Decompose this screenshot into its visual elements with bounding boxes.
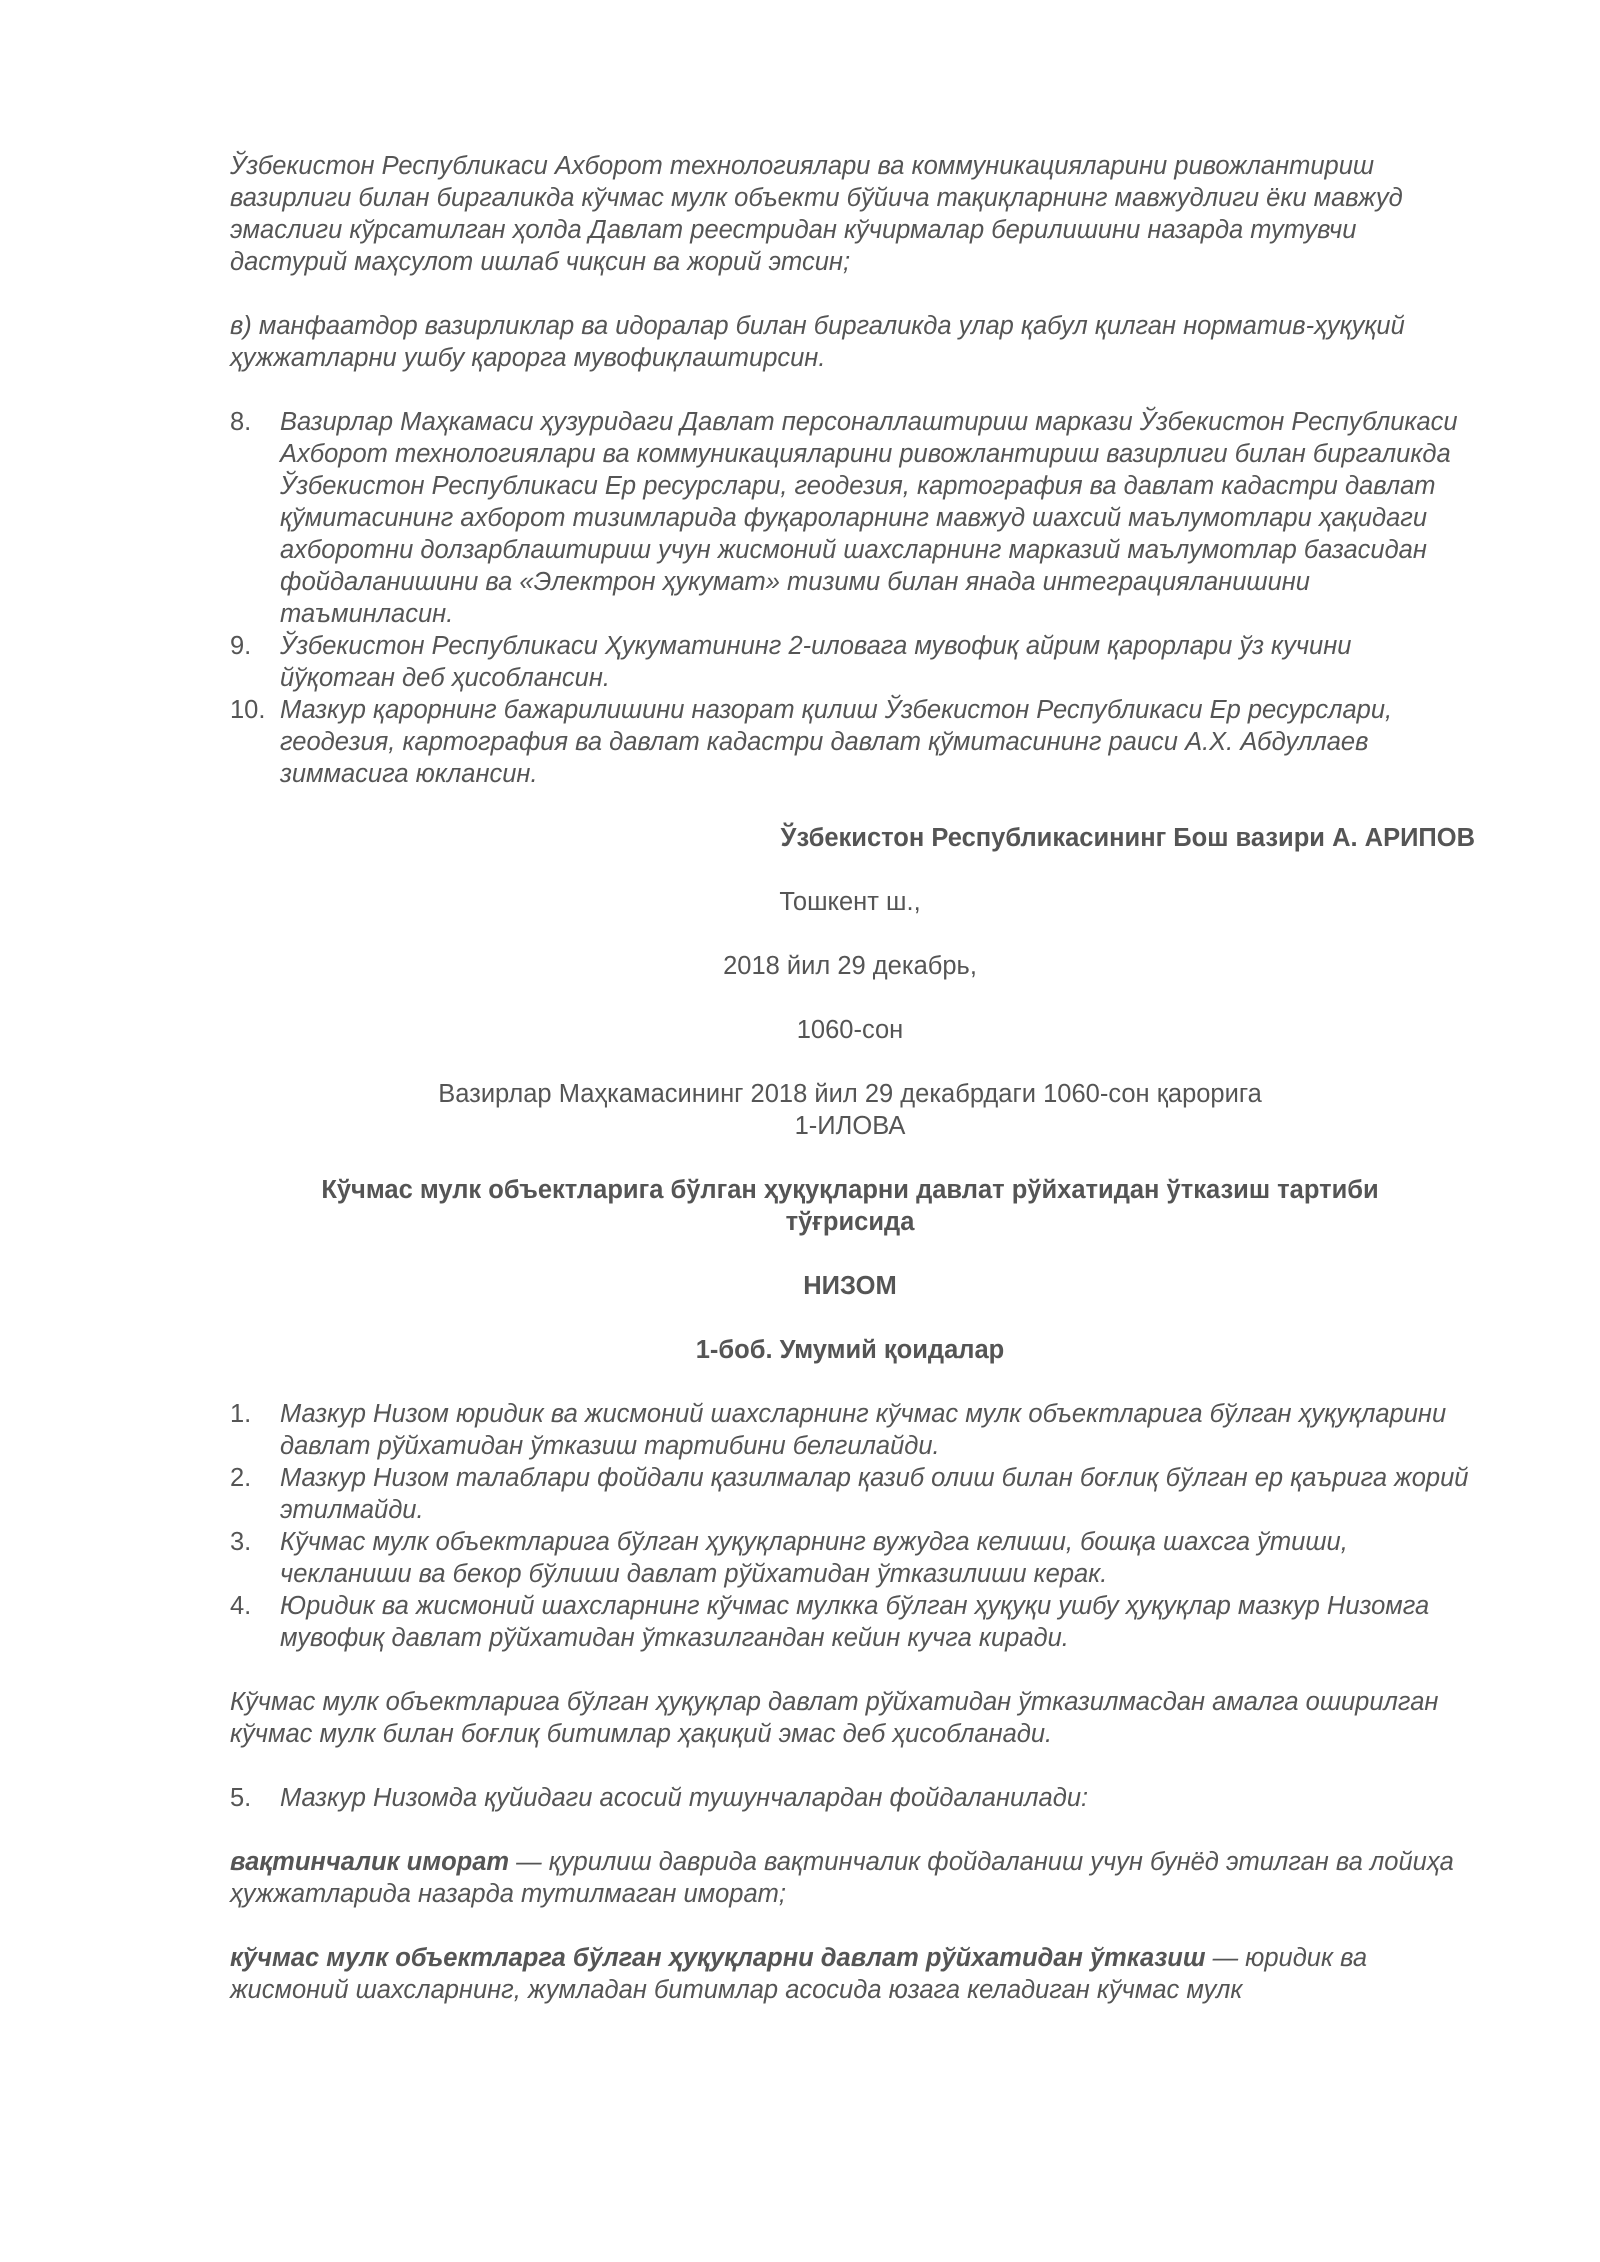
list-text: Мазкур Низом юридик ва жисмоний шахсларнинг кўчмас мулк объектларига бўлган ҳуқуқларини давлат рўйхатидан ўтказиш тартибини белгилайди. <box>280 1400 1447 1460</box>
list-item <box>230 1590 1470 1654</box>
list-text: Мазкур Низом талаблари фойдали қазилмалар қазиб олиш билан боғлиқ бўлган ер қаърига жорий этилмайди. <box>280 1464 1469 1524</box>
list-text: Мазкур Низомда қуйидаги асосий тушунчалардан фойдаланилади: <box>280 1784 1089 1812</box>
list-number: 2. <box>230 1464 252 1492</box>
definition-temporary-building <box>230 1846 1470 1910</box>
annex-label: 1-ИЛОВА <box>794 1112 906 1140</box>
document-title: Кўчмас мулк объектларига бўлган ҳуқуқларни давлат рўйхатидан ўтказиш тартиби тўғрисида <box>321 1176 1379 1236</box>
annex-reference: Вазирлар Маҳкамасининг 2018 йил 29 декабрдаги 1060-сон қарорига <box>438 1080 1262 1108</box>
definition-registration <box>230 1942 1470 2006</box>
paragraph-void-deals: Кўчмас мулк объектларига бўлган ҳуқуқлар давлат рўйхатидан ўтказилмасдан амалга оширилган кўчмас мулк билан боғлиқ битимлар ҳақиқий эмас деб ҳисобланади. <box>230 1688 1439 1748</box>
document-page <box>230 150 1475 2006</box>
definition-term: вақтинчалик иморат <box>230 1848 510 1876</box>
numbered-list-5 <box>230 1782 1470 1814</box>
list-item <box>230 1398 1470 1462</box>
list-number: 3. <box>230 1528 252 1556</box>
document-kind: НИЗОМ <box>803 1272 897 1300</box>
list-number: 10. <box>230 696 266 724</box>
list-text: Юридик ва жисмоний шахсларнинг кўчмас мулкка бўлган ҳуқуқи ушбу ҳуқуқлар мазкур Низомга мувофиқ давлат рўйхатидан ўтказилгандан кейин кучга киради. <box>280 1592 1430 1652</box>
list-item <box>230 1526 1470 1590</box>
list-text: Кўчмас мулк объектларига бўлган ҳуқуқларнинг вужудга келиши, бошқа шахсга ўтиши, чекланиши ва бекор бўлиши давлат рўйхатидан ўтказилиши керак. <box>280 1528 1348 1588</box>
document-number: 1060-сон <box>796 1016 904 1044</box>
list-text: Ўзбекистон Республикаси Ҳукуматининг 2-иловага мувофиқ айрим қарорлари ўз кучини йўқотган деб ҳисоблансин. <box>280 632 1352 692</box>
list-text: Вазирлар Маҳкамаси ҳузуридаги Давлат персоналлаштириш маркази Ўзбекистон Республикаси Ахборот технологиялари ва коммуникацияларини ривожлантириш вазирлиги билан биргаликда Ўзбекистон Республикаси Ер ресурслари, геодезия, картография ва давлат кадастри давлат қўмитасининг ахборот тизимларида фуқароларнинг мавжуд шахсий маълумотлари ҳақидаги ахборотни долзарблаштириш учун жисмоний шахсларнинг марказий маълумотлар базасидан фойдаланишини ва «Электрон ҳукумат» тизими билан янада интеграцияланишини таъминласин. <box>280 408 1458 628</box>
definition-text: — юридик ва жисмоний шахсларнинг, жумладан битимлар асосида юзага келадиган кўчмас мулк <box>230 1944 1368 2004</box>
list-number: 9. <box>230 632 252 660</box>
list-number: 1. <box>230 1400 252 1428</box>
list-item <box>230 630 1470 694</box>
numbered-list-1-4 <box>230 1398 1470 1654</box>
numbered-list-8-10 <box>230 406 1470 790</box>
list-item <box>230 694 1470 790</box>
city: Тошкент ш., <box>779 888 921 916</box>
list-item <box>230 1462 1470 1526</box>
list-number: 4. <box>230 1592 252 1620</box>
list-number: 8. <box>230 408 252 436</box>
list-number: 5. <box>230 1784 252 1812</box>
paragraph-v: в) манфаатдор вазирликлар ва идоралар билан биргаликда улар қабул қилган норматив-ҳуқуқий ҳужжатларни ушбу қарорга мувофиқлаштирсин. <box>230 312 1405 372</box>
list-item <box>230 1782 1470 1814</box>
signature: Ўзбекистон Республикасининг Бош вазири А. АРИПОВ <box>780 824 1475 852</box>
chapter-heading: 1-боб. Умумий қоидалар <box>695 1336 1005 1364</box>
list-text: Мазкур қарорнинг бажарилишини назорат қилиш Ўзбекистон Республикаси Ер ресурслари, геодезия, картография ва давлат кадастри давлат қўмитасининг раиси А.Х. Абдуллаев зиммасига юклансин. <box>280 696 1393 788</box>
definition-term: кўчмас мулк объектларга бўлган ҳуқуқларни давлат рўйхатидан ўтказиш <box>230 1944 1206 1972</box>
list-item <box>230 406 1470 630</box>
definition-text: — қурилиш даврида вақтинчалик фойдаланиш учун бунёд этилган ва лойиҳа ҳужжатларида назарда тутилмаган иморат; <box>230 1848 1454 1908</box>
paragraph-software: Ўзбекистон Республикаси Ахборот технологиялари ва коммуникацияларини ривожлантириш вазирлиги билан биргаликда кўчмас мулк объекти бўйича тақиқларнинг мавжудлиги ёки мавжуд эмаслиги кўрсатилган ҳолда Давлат реестридан кўчирмалар берилишини назарда тутувчи дастурий маҳсулот ишлаб чиқсин ва жорий этсин; <box>230 152 1403 276</box>
date: 2018 йил 29 декабрь, <box>723 952 977 980</box>
